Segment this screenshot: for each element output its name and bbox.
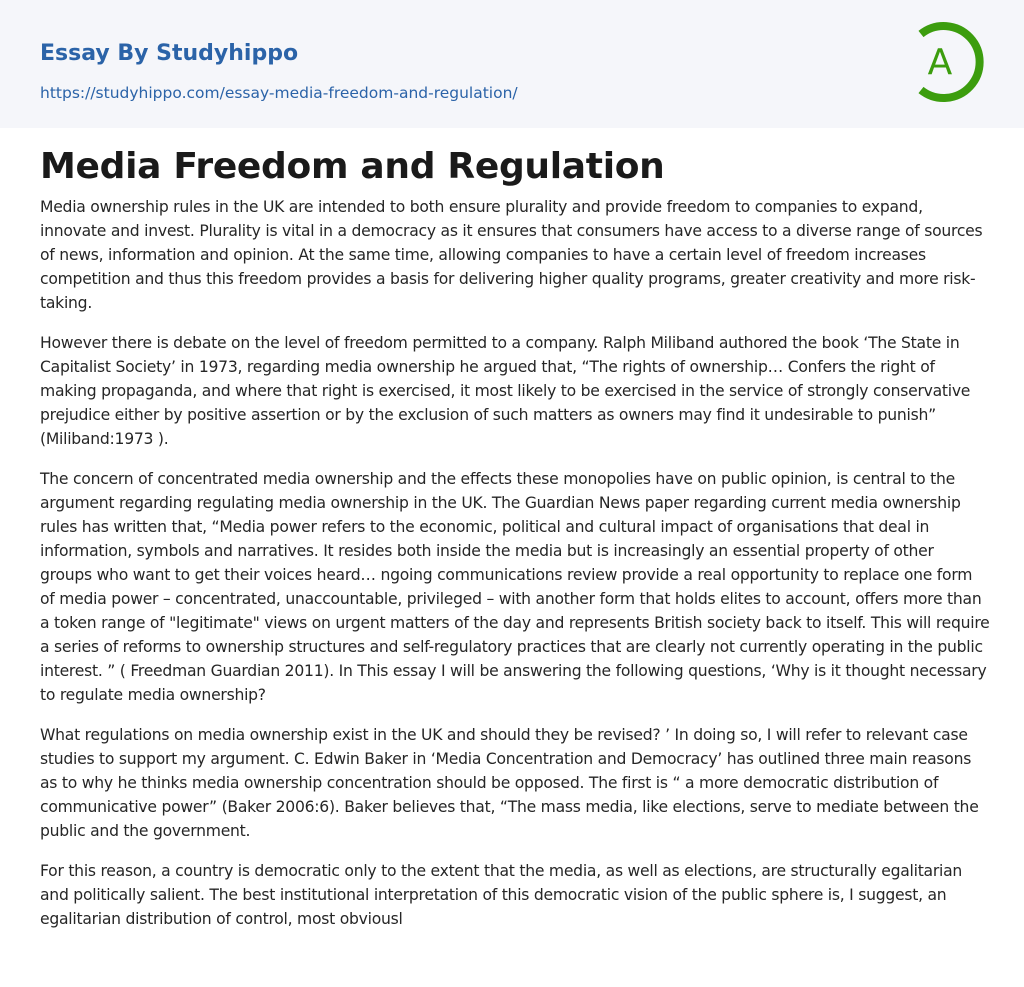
article-title: Media Freedom and Regulation: [40, 146, 665, 187]
essay-url-link[interactable]: https://studyhippo.com/essay-media-freedom-and-regulation/: [40, 84, 518, 102]
svg-text:A: A: [927, 42, 953, 83]
article-paragraph: What regulations on media ownership exist in the UK and should they be revised? ’ In doing so, I will refer to relevant case studies to support my argument. C. Edwin Baker in ‘Media Concentration and Democracy’ has outlined three main reasons as to why he thinks media ownership concentration should be opposed. The first is “ a more democratic distribution of communicative power” (Baker 2006:6). Baker believes that, “The mass media, like elections, serve to mediate between the public and the government.: [40, 726, 979, 840]
studyhippo-logo-icon[interactable]: [913, 20, 985, 104]
article-body: [40, 195, 990, 947]
article-paragraph: Media ownership rules in the UK are intended to both ensure plurality and provide freedom to companies to expand, innovate and invest. Plurality is vital in a democracy as it ensures that consumers have access to a diverse range of sources of news, information and opinion. At the same time, allowing companies to have a certain level of freedom increases competition and thus this freedom provides a basis for delivering higher quality programs, greater creativity and more risk-taking.: [40, 198, 983, 312]
article-paragraph: However there is debate on the level of freedom permitted to a company. Ralph Miliband authored the book ‘The State in Capitalist Society’ in 1973, regarding media ownership he argued that, “The rights of ownership… Confers the right of making propaganda, and where that right is exercised, it most likely to be exercised in the service of strongly conservative prejudice either by positive assertion or by the exclusion of such matters as owners may find it undesirable to punish” (Miliband:1973 ).: [40, 334, 971, 448]
site-title[interactable]: Essay By Studyhippo: [40, 41, 299, 66]
site-header: [0, 0, 1024, 128]
article-paragraph: For this reason, a country is democratic only to the extent that the media, as well as elections, are structurally egalitarian and politically salient. The best institutional interpretation of this democratic vision of the public sphere is, I suggest, an egalitarian distribution of control, most obviousl: [40, 862, 963, 928]
article-paragraph: The concern of concentrated media ownership and the effects these monopolies have on public opinion, is central to the argument regarding regulating media ownership in the UK. The Guardian News paper regarding current media ownership rules has written that, “Media power refers to the economic, political and cultural impact of organisations that deal in information, symbols and narratives. It resides both inside the media but is increasingly an essential property of other groups who want to get their voices heard… ngoing communications review provide a real opportunity to replace one form of media power – concentrated, unaccountable, privileged – with another form that holds elites to account, offers more than a token range of "legitimate" views on urgent matters of the day and represents British society back to itself. This will require a series of reforms to ownership structures and self-regulatory practices that are clearly not currently operating in the public interest. ” ( Freedman Guardian 2011). In This essay I will be answering the following questions, ‘Why is it thought necessary to regulate media ownership?: [40, 470, 990, 704]
